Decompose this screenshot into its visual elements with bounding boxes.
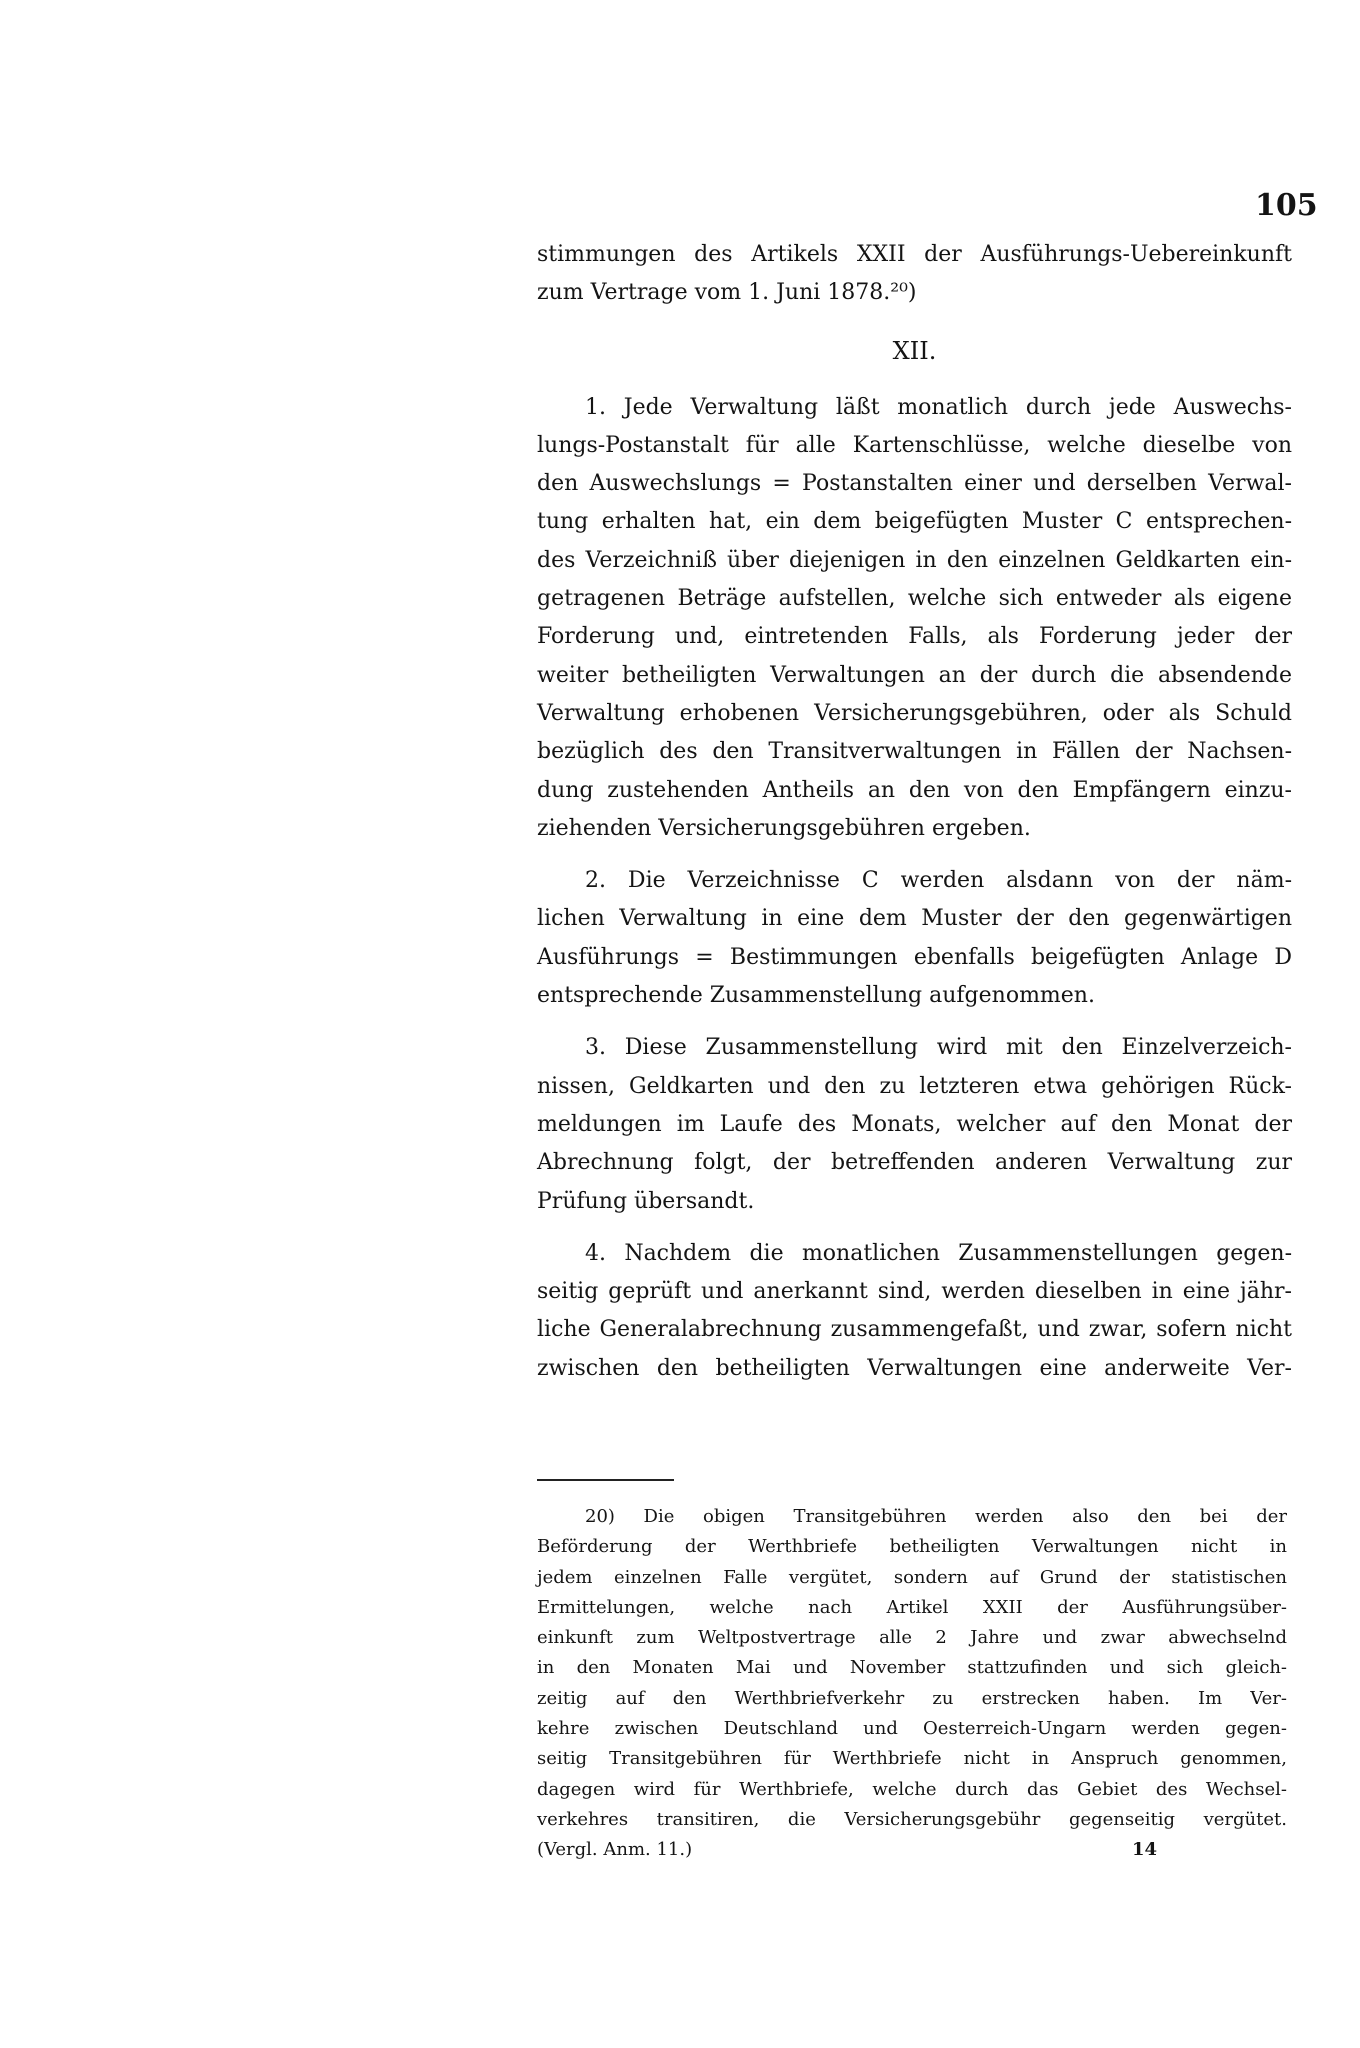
text-line: meldungen im Laufe des Monats, welcher auf den Monat der [537, 1111, 1292, 1137]
text-line: 1. Jede Verwaltung läßt monatlich durch jede Auswechs- [585, 394, 1292, 420]
footnote-line: (Vergl. Anm. 11.) [537, 1839, 693, 1861]
text-line: Prüfung übersandt. [537, 1188, 755, 1214]
footnote-line: einkunft zum Weltpostvertrage alle 2 Jahre und zwar abwechselnd [537, 1627, 1287, 1649]
paragraph-2 [537, 862, 1292, 1015]
text-line: Verwaltung erhobenen Versicherungsgebühren, oder als Schuld [537, 700, 1292, 726]
page-number: 105 [1255, 188, 1318, 223]
text-line: seitig geprüft und anerkannt sind, werden dieselben in eine jähr- [537, 1279, 1292, 1305]
text-line: Ausführungs = Bestimmungen ebenfalls beigefügten Anlage D [537, 944, 1292, 970]
footnote-line: 20) Die obigen Transitgebühren werden also den bei der [585, 1506, 1287, 1527]
text-line: entsprechende Zusammenstellung aufgenommen. [537, 983, 1095, 1009]
footnote-line: Ermittelungen, welche nach Artikel XXII der Ausführungsüber- [537, 1596, 1287, 1618]
text-line: weiter betheiligten Verwaltungen an der durch die absendende [537, 662, 1292, 688]
text-line: Abrechnung folgt, der betreffenden anderen Verwaltung zur [537, 1150, 1292, 1176]
footnote-line: zeitig auf den Werthbriefverkehr zu erstrecken haben. Im Ver- [537, 1687, 1287, 1709]
text-line: tung erhalten hat, ein dem beigefügten Muster C entsprechen- [537, 509, 1292, 535]
paragraph-3 [537, 1029, 1292, 1220]
text-line: den Auswechslungs = Postanstalten einer und derselben Verwal- [537, 471, 1292, 497]
text-line: zwischen den betheiligten Verwaltungen eine anderweite Ver- [537, 1355, 1292, 1381]
main-text [537, 236, 1292, 1388]
text-line: 3. Diese Zusammenstellung wird mit den Einzelverzeich- [585, 1035, 1292, 1061]
text-line: Forderung und, eintretenden Falls, als Forderung jeder der [537, 624, 1292, 650]
text-line: 4. Nachdem die monatlichen Zusammenstellungen gegen- [585, 1240, 1292, 1266]
text-line: stimmungen des Artikels XXII der Ausführungs-Uebereinkunft [537, 242, 1292, 267]
text-line: dung zustehenden Antheils an den von den Empfängern einzu- [537, 777, 1292, 803]
text-line: lungs-Postanstalt für alle Kartenschlüsse, welche dieselbe von [537, 432, 1292, 458]
paragraph-1 [537, 389, 1292, 849]
text-line: nissen, Geldkarten und den zu letzteren etwa gehörigen Rück- [537, 1073, 1292, 1099]
text-line: zum Vertrage vom 1. Juni 1878.²⁰) [537, 280, 917, 306]
text-line: lichen Verwaltung in eine dem Muster der den gegenwärtigen [537, 906, 1292, 932]
text-line: liche Generalabrechnung zusammengefaßt, und zwar, sofern nicht [537, 1317, 1292, 1343]
text-line: 2. Die Verzeichnisse C werden alsdann von der näm- [585, 868, 1292, 894]
paragraph-4 [537, 1235, 1292, 1388]
footnote-line: Beförderung der Werthbriefe betheiligten Verwaltungen nicht in [537, 1536, 1287, 1558]
text-line: ziehenden Versicherungsgebühren ergeben. [537, 815, 1031, 841]
text-line: des Verzeichniß über diejenigen in den einzelnen Geldkarten ein- [537, 547, 1292, 573]
footnote-separator [537, 1479, 674, 1481]
footnote-line: in den Monaten Mai und November stattzufinden und sich gleich- [537, 1657, 1287, 1679]
footnote-line: jedem einzelnen Falle vergütet, sondern auf Grund der statistischen [537, 1566, 1287, 1588]
footnote [537, 1502, 1287, 1866]
text-line: bezüglich des den Transitverwaltungen in Fällen der Nachsen- [537, 739, 1292, 765]
footnote-line: kehre zwischen Deutschland und Oesterreich-Ungarn werden gegen- [537, 1718, 1287, 1740]
footnote-line: dagegen wird für Werthbriefe, welche durch das Gebiet des Wechsel- [537, 1778, 1287, 1800]
section-heading: XII. [892, 336, 937, 365]
footnote-line: seitig Transitgebühren für Werthbriefe nicht in Anspruch genommen, [537, 1748, 1287, 1770]
printer-signature: 14 [1132, 1839, 1158, 1860]
text-line: getragenen Beträge aufstellen, welche sich entweder als eigene [537, 586, 1292, 612]
footnote-line: verkehres transitiren, die Versicherungsgebühr gegenseitig vergütet. [537, 1808, 1287, 1830]
